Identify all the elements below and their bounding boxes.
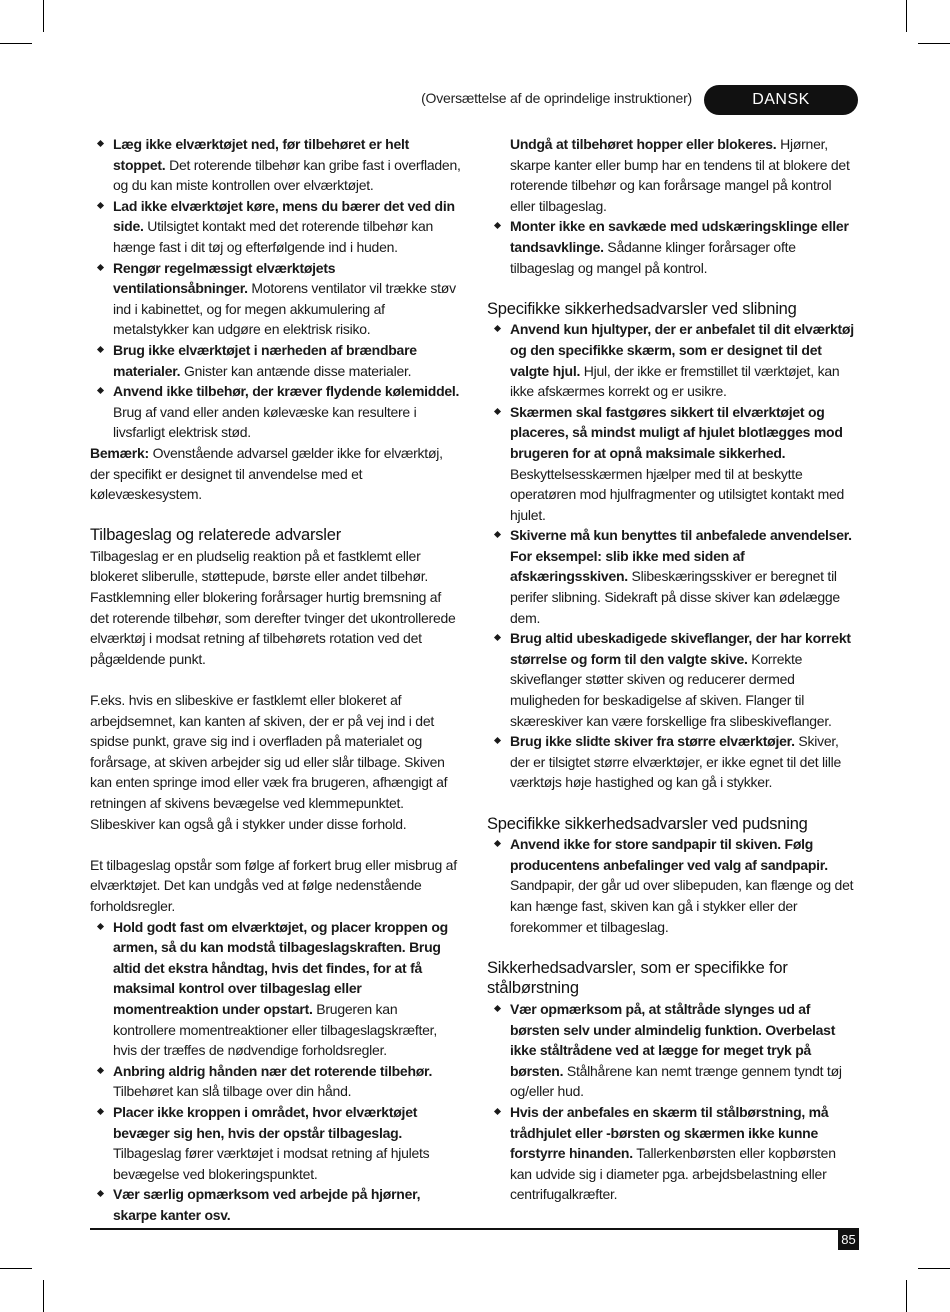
bullet-bold: Monter ikke en savkæde med udskæringsklinge eller tandsavklinge.	[510, 218, 849, 255]
crop-mark	[0, 1268, 32, 1269]
bullet-bold: Vær opmærksom på, at ståltråde slynges ud af børsten selv under almindelig funktion. Overbelast ikke ståltrådene ved at lægge for meget tryk på børsten.	[510, 1000, 836, 1079]
bullet-text: Sandpapir, der går ud over slibepuden, kan flænge og det kan hænge fast, skiven kan gå i stykker eller der forekommer et tilbageslag.	[510, 877, 854, 935]
crop-mark	[906, 1280, 907, 1312]
left-column	[90, 134, 462, 1225]
bullet-bold: Placer ikke kroppen i området, hvor elværktøjet bevæger sig hen, hvis der opstår tilbageslag.	[113, 1103, 418, 1141]
note-paragraph	[90, 443, 462, 505]
crop-mark	[43, 0, 44, 32]
bullet-bold: Lad ikke elværktøjet køre, mens du bærer det ved din side.	[113, 197, 455, 235]
bullet-item	[90, 196, 462, 258]
diamond-bullet-icon	[97, 202, 104, 209]
language-badge: DANSK	[704, 85, 858, 115]
bullet-text: Tilbehøret kan slå tilbage over din hånd.	[113, 1083, 352, 1100]
bullet-bold: Rengør regelmæssigt elværktøjets ventilationsåbninger.	[113, 259, 336, 297]
bullet-item	[487, 834, 859, 937]
translation-note: (Oversættelse af de oprindelige instruktioner)	[421, 90, 692, 106]
crop-mark	[43, 1280, 44, 1312]
bullet-text: Tilbageslag fører værktøjet i modsat retning af hjulets bevægelse ved blokeringspunktet.	[113, 1145, 430, 1182]
bullet-text: Motorens ventilator vil trække støv ind i kabinettet, og for megen akkumulering af metalstykker kan udgøre en elektrisk risiko.	[113, 280, 456, 338]
bullet-text: Korrekte skiveflanger støtter skiven og reducerer dermed muligheden for beskadigelse af skiven. Flanger til skæreskiver kan være forskellige fra slibeskiveflanger.	[510, 650, 832, 729]
bullet-bold: Skærmen skal fastgøres sikkert til elværktøjet og placeres, så mindst muligt af hjulet blotlægges mod brugeren for at opnå maksimale sikkerhed.	[510, 403, 843, 461]
crop-mark	[918, 43, 950, 44]
diamond-bullet-icon	[97, 1108, 104, 1115]
bullet-bold: Brug altid ubeskadigede skiveflanger, der har korrekt størrelse og form til den valgte skive.	[510, 630, 851, 667]
body-paragraph: Et tilbageslag opstår som følge af forkert brug eller misbrug af elværktøjet. Det kan undgås ved at følge nedenstående forholdsregler.	[90, 856, 457, 914]
bullet-bold: Brug ikke slidte skiver fra større elværktøjer.	[510, 733, 795, 750]
bullet-item	[487, 731, 859, 793]
bullet-text: Slibeskæringsskiver er beregnet til perifer slibning. Sidekraft på disse skiver kan ødelægge dem.	[510, 568, 840, 626]
spacer	[487, 937, 859, 958]
page-number: 85	[838, 1229, 859, 1250]
bullet-item	[487, 319, 859, 401]
body-paragraph: Tilbageslag er en pludselig reaktion på et fastklemt eller blokeret sliberulle, støttepude, børste eller andet tilbehør. Fastklemning eller blokering forårsager hurtig bremsning af det roterende tilbehør, som derefter tvinger det ukontrollerede elværktøj i modsat retning af tilbehørets rotation ved det pågældende punkt.	[90, 547, 456, 667]
diamond-bullet-icon	[494, 222, 501, 229]
note-label: Bemærk:	[90, 444, 149, 461]
diamond-bullet-icon	[97, 346, 104, 353]
diamond-bullet-icon	[97, 923, 104, 930]
bullet-text: Utilsigtet kontakt med det roterende tilbehør kan hænge fast i dit tøj og efterfølgende ind i huden.	[113, 218, 434, 255]
diamond-bullet-icon	[494, 1005, 501, 1012]
bullet-text: Stålhårene kan nemt trænge gennem tyndt tøj og/eller hud.	[510, 1062, 842, 1100]
bullet-bold: Anvend ikke tilbehør, der kræver flydende kølemiddel.	[113, 383, 460, 400]
spacer	[487, 793, 859, 814]
bullet-text: Hjul, der ikke er fremstillet til værktøjet, kan ikke afskærmes korrekt og er usikre.	[510, 362, 840, 400]
spacer	[90, 505, 462, 526]
diamond-bullet-icon	[494, 1108, 501, 1115]
bullet-text: Hjørner, skarpe kanter eller bump har en tendens til at blokere det roterende tilbehør og kan forårsage mangel på kontrol eller tilbageslag.	[510, 136, 850, 214]
bullet-bold: Læg ikke elværktøjet ned, før tilbehøret er helt stoppet.	[113, 136, 410, 173]
body-paragraph: F.eks. hvis en slibeskive er fastklemt eller blokeret af arbejdsemnet, kan kanten af skiven, der er på vej ind i det spidse punkt, grave sig ind i overfladen på materialet og forårsage, at skiven arbejder sig ud eller slår tilbage. Skiven kan enten springe imod eller væk fra brugeren, afhængigt af retningen af skivens bevægelse ved klemmepunktet. Slibeskiver kan også gå i stykker under disse forhold.	[90, 692, 448, 832]
bullet-bold: Brug ikke elværktøjet i nærheden af brændbare materialer.	[113, 341, 417, 379]
bullet-text: Brug af vand eller anden kølevæske kan resultere i livsfarligt elektrisk stød.	[113, 403, 417, 441]
bullet-item	[487, 216, 859, 278]
crop-mark	[906, 0, 907, 32]
bullet-text: Tallerkenbørsten eller kopbørsten kan udvide sig i diameter pga. arbejdsbelastning eller centrifugalkræfter.	[510, 1145, 836, 1203]
spacer	[90, 834, 462, 855]
footer-rule	[90, 1228, 859, 1230]
bullet-item	[487, 628, 859, 731]
crop-mark	[0, 43, 32, 44]
diamond-bullet-icon	[97, 1190, 104, 1197]
bullet-bold: Skiverne må kun benyttes til anbefalede anvendelser. For eksempel: slib ikke med siden af afskæringsskiven.	[510, 527, 852, 585]
bullet-text: Det roterende tilbehør kan gribe fast i overfladen, og du kan miste kontrollen over elværktøjet.	[113, 156, 461, 194]
bullet-text: Beskyttelsesskærmen hjælper med til at beskytte operatøren mod hjulfragmenter og utilsigtet kontakt med hjulet.	[510, 465, 845, 523]
diamond-bullet-icon	[494, 737, 501, 744]
bullet-item	[487, 999, 859, 1102]
bullet-item	[90, 381, 462, 443]
bullet-item	[90, 1061, 462, 1102]
bullet-bold: Undgå at tilbehøret hopper eller blokeres.	[510, 136, 777, 152]
diamond-bullet-icon	[97, 387, 104, 394]
diamond-bullet-icon	[494, 408, 501, 415]
bullet-item	[487, 402, 859, 526]
bullet-text: Sådanne klinger forårsager ofte tilbageslag og mangel på kontrol.	[510, 238, 796, 276]
bullet-item	[90, 1102, 462, 1184]
bullet-bold: Vær særlig opmærksom ved arbejde på hjørner, skarpe kanter osv.	[113, 1186, 421, 1223]
spacer	[487, 278, 859, 299]
bullet-item	[90, 917, 462, 1061]
crop-mark	[918, 1268, 950, 1269]
section-heading: Sikkerhedsadvarsler, som er specifikke for stålbørstning	[487, 958, 788, 998]
bullet-item	[90, 258, 462, 340]
note-text: Ovenstående advarsel gælder ikke for elværktøj, der specifikt er designet til anvendelse med et kølevæskesystem.	[90, 444, 443, 503]
bullet-item	[90, 134, 462, 196]
section-heading: Specifikke sikkerhedsadvarsler ved slibning	[487, 299, 797, 318]
bullet-continuation	[487, 134, 859, 216]
bullet-item	[90, 340, 462, 381]
spacer	[90, 669, 462, 690]
bullet-item	[90, 1184, 462, 1225]
bullet-bold: Anvend kun hjultyper, der er anbefalet til dit elværktøj og den specifikke skærm, som er designet til det valgte hjul.	[510, 321, 854, 379]
diamond-bullet-icon	[97, 264, 104, 271]
bullet-item	[487, 1102, 859, 1205]
bullet-text: Skiver, der er tilsigtet større elværktøjer, er ikke egnet til det lille værktøjs høje hastighed og kan gå i stykker.	[510, 733, 842, 791]
bullet-bold: Hvis der anbefales en skærm til stålbørstning, må trådhjulet eller -børsten og skærmen ikke kunne forstyrre hinanden.	[510, 1103, 829, 1162]
section-heading: Tilbageslag og relaterede advarsler	[90, 526, 342, 545]
bullet-text: Gnister kan antænde disse materialer.	[180, 362, 412, 379]
bullet-text: Brugeren kan kontrollere momentreaktioner eller tilbageslagskræfter, hvis der træffes de nødvendige forholdsregler.	[113, 1000, 437, 1059]
diamond-bullet-icon	[494, 325, 501, 332]
right-column	[487, 134, 859, 1205]
section-heading: Specifikke sikkerhedsadvarsler ved pudsning	[487, 814, 808, 833]
diamond-bullet-icon	[494, 840, 501, 847]
diamond-bullet-icon	[97, 1067, 104, 1074]
diamond-bullet-icon	[97, 140, 104, 147]
diamond-bullet-icon	[494, 634, 501, 641]
bullet-bold: Anbring aldrig hånden nær det roterende tilbehør.	[113, 1062, 433, 1079]
bullet-bold: Hold godt fast om elværktøjet, og placer kroppen og armen, så du kan modstå tilbageslagskraften. Brug altid det ekstra håndtag, hvis det findes, for at få maksimal kontrol over tilbageslag eller momentreaktion under opstart.	[113, 918, 448, 1017]
bullet-bold: Anvend ikke for store sandpapir til skiven. Følg producentens anbefalinger ved valg af sandpapir.	[510, 836, 828, 873]
bullet-item	[487, 525, 859, 628]
diamond-bullet-icon	[494, 531, 501, 538]
